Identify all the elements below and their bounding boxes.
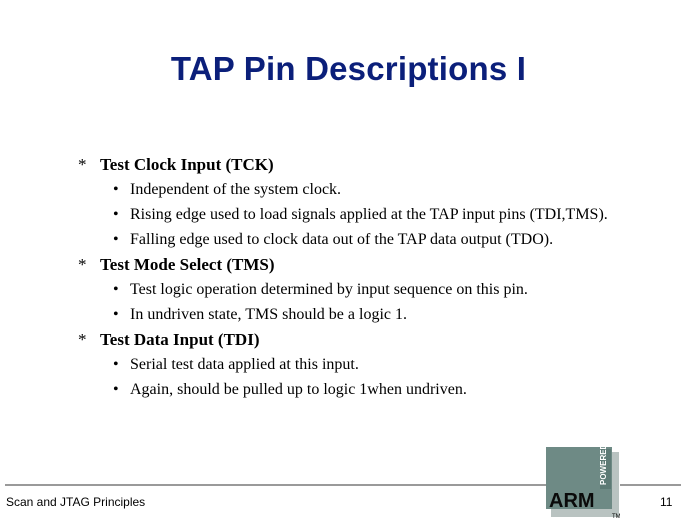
bullet-dot-icon: • bbox=[113, 381, 119, 398]
footer-title: Scan and JTAG Principles bbox=[6, 495, 146, 509]
bullet-dot-icon: • bbox=[113, 181, 119, 198]
section-heading-text: Test Clock Input (TCK) bbox=[100, 155, 274, 174]
bullet-item bbox=[78, 180, 658, 199]
asterisk-marker: * bbox=[78, 255, 87, 274]
bullet-item bbox=[78, 355, 658, 374]
section-heading bbox=[78, 155, 658, 175]
bullet-dot-icon: • bbox=[113, 356, 119, 373]
bullet-item bbox=[78, 305, 658, 324]
logo-tagline: POWERED bbox=[599, 447, 608, 485]
section-heading-text: Test Data Input (TDI) bbox=[100, 330, 260, 349]
arm-powered-logo bbox=[546, 447, 620, 519]
bullet-text: Rising edge used to load signals applied at the TAP input pins (TDI,TMS). bbox=[130, 206, 608, 223]
asterisk-marker: * bbox=[78, 330, 87, 349]
section-heading-text: Test Mode Select (TMS) bbox=[100, 255, 275, 274]
bullet-item bbox=[78, 380, 658, 399]
bullet-text: Test logic operation determined by input sequence on this pin. bbox=[130, 281, 528, 298]
section-heading bbox=[78, 330, 658, 350]
bullet-list bbox=[78, 155, 658, 405]
section-heading bbox=[78, 255, 658, 275]
bullet-item bbox=[78, 280, 658, 299]
bullet-text: Independent of the system clock. bbox=[130, 181, 342, 198]
logo-trademark: TM bbox=[612, 514, 620, 519]
page-number: 11 bbox=[660, 495, 673, 509]
logo-wordmark: ARM bbox=[549, 490, 595, 512]
bullet-dot-icon: • bbox=[113, 206, 119, 223]
bullet-text: Serial test data applied at this input. bbox=[130, 356, 359, 373]
slide-title: TAP Pin Descriptions I bbox=[170, 50, 527, 87]
bullet-text: Falling edge used to clock data out of the TAP data output (TDO). bbox=[130, 231, 554, 248]
bullet-text: Again, should be pulled up to logic 1when undriven. bbox=[130, 381, 467, 398]
bullet-dot-icon: • bbox=[113, 231, 119, 248]
bullet-item bbox=[78, 230, 658, 249]
bullet-dot-icon: • bbox=[113, 306, 119, 323]
asterisk-marker: * bbox=[78, 155, 87, 174]
bullet-dot-icon: • bbox=[113, 281, 119, 298]
bullet-item bbox=[78, 205, 658, 224]
bullet-text: In undriven state, TMS should be a logic 1. bbox=[130, 306, 407, 323]
